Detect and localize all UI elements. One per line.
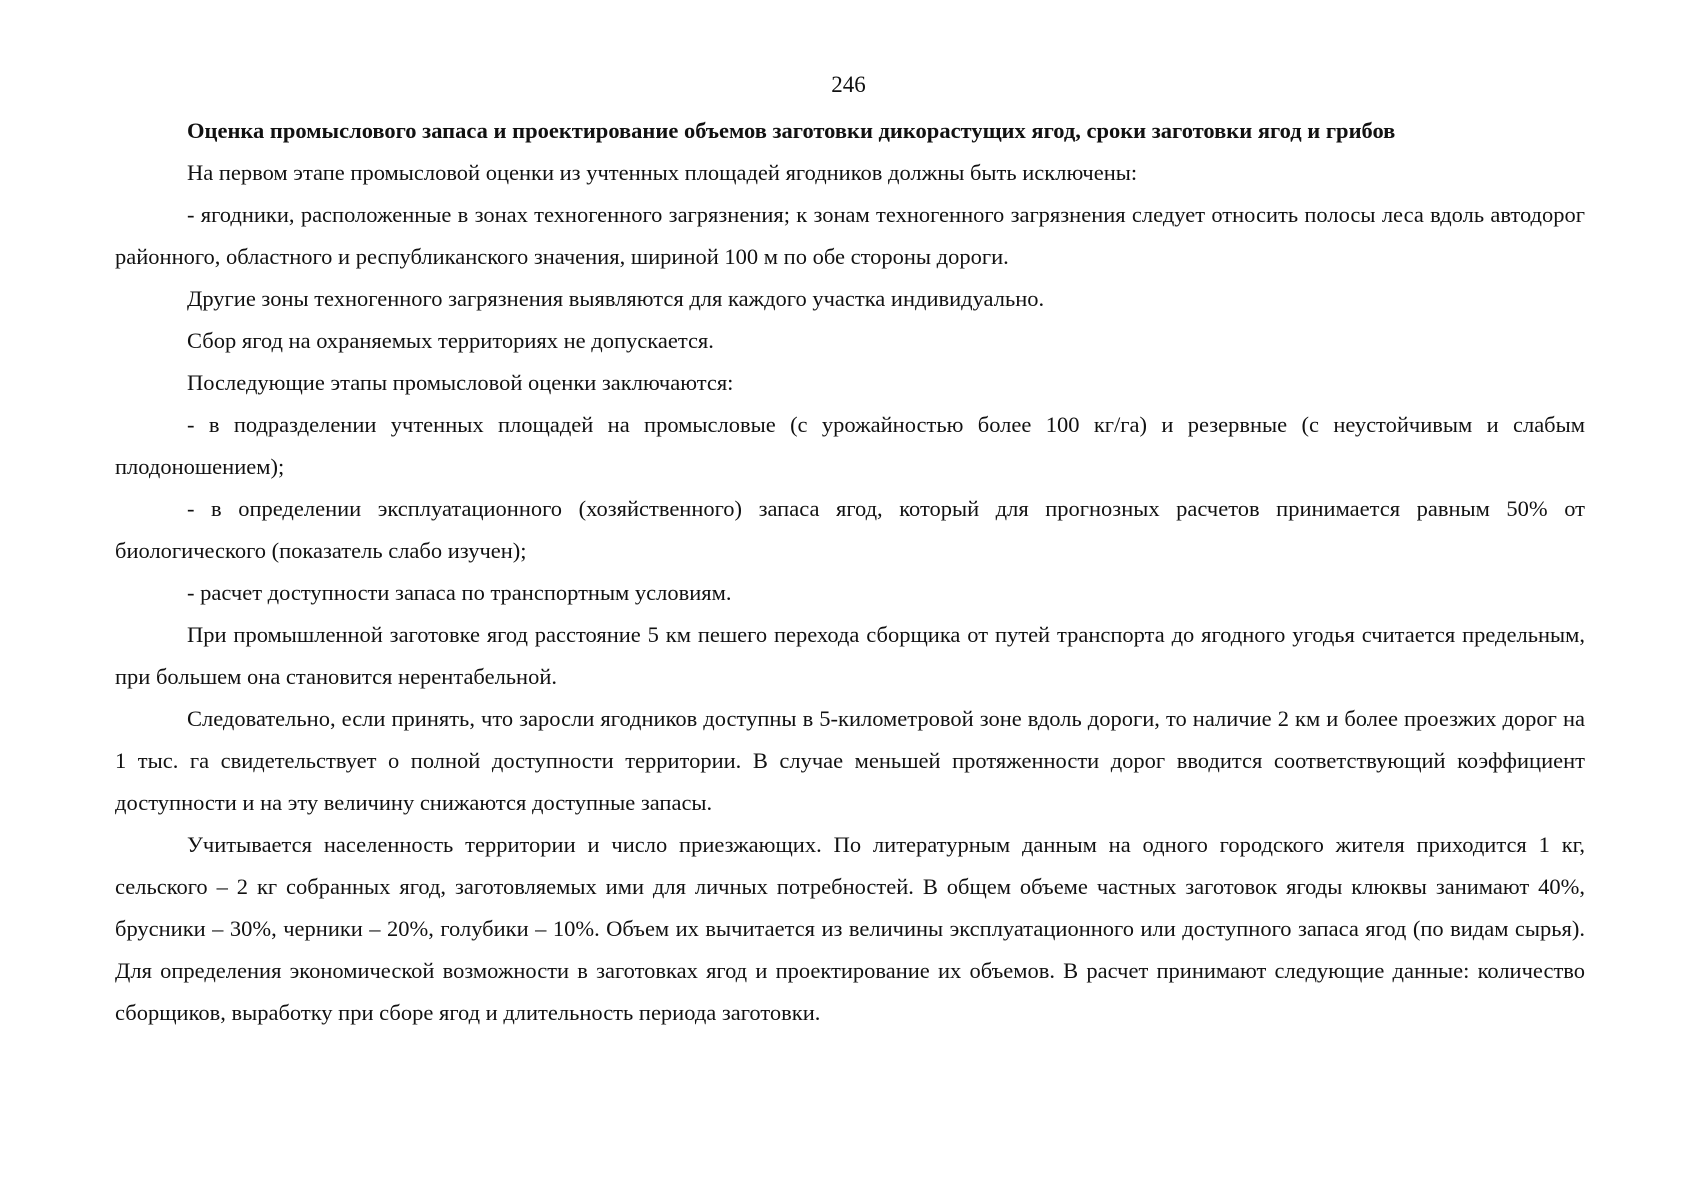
paragraph: - в определении эксплуатационного (хозяйственного) запаса ягод, который для прогнозных расчетов принимается равным 50% от биологического (показатель слабо изучен); (115, 496, 1585, 563)
section-heading: Оценка промыслового запаса и проектирование объемов заготовки дикорастущих ягод, сроки заготовки ягод и грибов (187, 118, 1396, 143)
paragraph: Учитывается населенность территории и число приезжающих. По литературным данным на одного городского жителя приходится 1 кг, сельского – 2 кг собранных ягод, заготовляемых ими для личных потребностей. В общем объеме частных заготовок ягоды клюквы занимают 40%, брусники – 30%, черники – 20%, голубики – 10%. Объем их вычитается из величины эксплуатационного или доступного запаса ягод (по видам сырья). Для определения экономической возможности в заготовках ягод и проектирование их объемов. В расчет принимают следующие данные: количество сборщиков, выработку при сборе ягод и длительность периода заготовки. (115, 832, 1585, 1025)
paragraph: - в подразделении учтенных площадей на промысловые (с урожайностью более 100 кг/га) и резервные (с неустойчивым и слабым плодоношением); (115, 412, 1585, 479)
paragraph: - ягодники, расположенные в зонах техногенного загрязнения; к зонам техногенного загрязнения следует относить полосы леса вдоль автодорог районного, областного и республиканского значения, шириной 100 м по обе стороны дороги. (115, 202, 1585, 269)
paragraph: При промышленной заготовке ягод расстояние 5 км пешего перехода сборщика от путей транспорта до ягодного угодья считается предельным, при большем она становится нерентабельной. (115, 622, 1585, 689)
page-number: 246 (831, 72, 866, 97)
paragraph: Другие зоны техногенного загрязнения выявляются для каждого участка индивидуально. (187, 286, 1045, 311)
paragraph: - расчет доступности запаса по транспортным условиям. (187, 580, 732, 605)
paragraph: Следовательно, если принять, что заросли ягодников доступны в 5-километровой зоне вдоль дороги, то наличие 2 км и более проезжих дорог на 1 тыс. га свидетельствует о полной доступности территории. В случае меньшей протяженности дорог вводится соответствующий коэффициент доступности и на эту величину снижаются доступные запасы. (115, 706, 1585, 815)
paragraph: Последующие этапы промысловой оценки заключаются: (187, 370, 734, 395)
document-body (115, 110, 1585, 1034)
paragraph: Сбор ягод на охраняемых территориях не допускается. (187, 328, 714, 353)
paragraph: На первом этапе промысловой оценки из учтенных площадей ягодников должны быть исключены: (187, 160, 1138, 185)
